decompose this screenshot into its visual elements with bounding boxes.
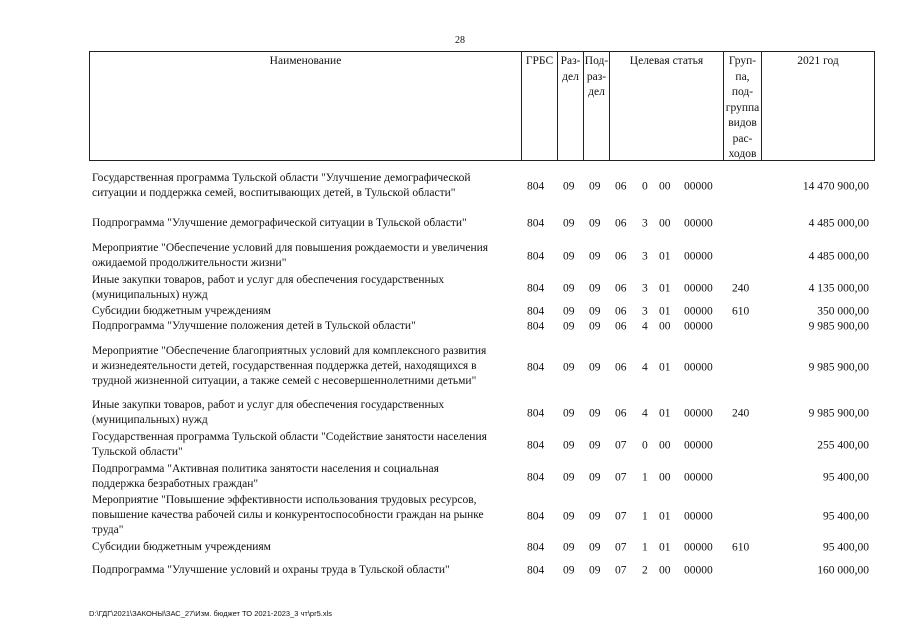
row-target-subprogram: 0 [642,439,648,452]
row-target-direction: 00000 [684,180,713,193]
row-amount: 95 400,00 [823,471,869,484]
row-expense-group: 610 [732,541,750,554]
table-row [89,241,875,273]
row-target-subprogram: 4 [642,320,648,333]
row-grbs: 804 [527,541,545,554]
row-target-subprogram: 0 [642,180,648,193]
row-podrazdel: 09 [589,439,601,452]
row-target-direction: 00000 [684,471,713,484]
file-path-footer: D:\ГДГ\2021\ЗАКОНЫ\ЗАС_27\Изм. бюджет ТО 2021-2023_3 чт\pr5.xls [89,609,333,618]
row-razdel: 09 [563,282,575,295]
row-amount: 4 485 000,00 [808,217,869,230]
row-target-subprogram: 3 [642,217,648,230]
row-target-program: 06 [615,361,627,374]
row-razdel: 09 [563,439,575,452]
row-amount: 95 400,00 [823,541,869,554]
row-target-event: 01 [659,541,671,554]
row-podrazdel: 09 [589,320,601,333]
row-razdel: 09 [563,471,575,484]
row-razdel: 09 [563,320,575,333]
table-row [89,493,875,541]
row-target-program: 07 [615,510,627,523]
row-expense-group: 240 [732,282,750,295]
row-razdel: 09 [563,407,575,420]
row-amount: 9 985 900,00 [808,320,869,333]
row-amount: 350 000,00 [817,305,869,318]
row-podrazdel: 09 [589,510,601,523]
row-grbs: 804 [527,361,545,374]
row-razdel: 09 [563,250,575,263]
header-grbs: ГРБС [522,52,558,160]
row-target-program: 06 [615,305,627,318]
row-target-subprogram: 3 [642,305,648,318]
row-razdel: 09 [563,564,575,577]
row-target-subprogram: 4 [642,361,648,374]
table-row [89,319,875,335]
row-grbs: 804 [527,180,545,193]
row-podrazdel: 09 [589,407,601,420]
row-razdel: 09 [563,180,575,193]
row-target-event: 01 [659,282,671,295]
row-name: Подпрограмма "Улучшение демографической ситуации в Тульской области" [92,217,467,229]
row-razdel: 09 [563,510,575,523]
row-razdel: 09 [563,305,575,318]
row-podrazdel: 09 [589,541,601,554]
row-target-subprogram: 1 [642,541,648,554]
row-amount: 9 985 900,00 [808,361,869,374]
row-podrazdel: 09 [589,217,601,230]
row-name: Государственная программа Тульской области "Содействие занятости населения Тульской области" [92,431,487,458]
table-row [89,344,875,392]
table-row [89,398,875,430]
row-target-direction: 00000 [684,282,713,295]
row-target-direction: 00000 [684,541,713,554]
row-grbs: 804 [527,439,545,452]
table-header [89,51,875,161]
row-name: Субсидии бюджетным учреждениям [92,305,271,317]
table-row [89,216,875,232]
row-amount: 4 135 000,00 [808,282,869,295]
row-name: Подпрограмма "Улучшение положения детей в Тульской области" [92,320,416,332]
row-podrazdel: 09 [589,564,601,577]
row-target-event: 00 [659,217,671,230]
row-name: Субсидии бюджетным учреждениям [92,541,271,553]
row-amount: 255 400,00 [817,439,869,452]
table-row [89,304,875,320]
row-name: Подпрограмма "Активная политика занятости населения и социальная поддержка безработных граждан" [92,463,439,490]
row-target-direction: 00000 [684,439,713,452]
row-amount: 9 985 900,00 [808,407,869,420]
table-row [89,540,875,556]
table-row [89,430,875,462]
row-target-program: 06 [615,250,627,263]
row-grbs: 804 [527,282,545,295]
row-grbs: 804 [527,250,545,263]
row-grbs: 804 [527,564,545,577]
header-razdel: Раз- дел [558,52,584,160]
row-podrazdel: 09 [589,361,601,374]
row-target-program: 07 [615,564,627,577]
row-amount: 14 470 900,00 [802,180,869,193]
row-name: Иные закупки товаров, работ и услуг для обеспечения государственных (муниципальных) нужд [92,399,445,426]
row-razdel: 09 [563,541,575,554]
page-number: 28 [455,35,465,46]
header-year: 2021 год [797,55,839,67]
row-name: Государственная программа Тульской области "Улучшение демографической ситуации и поддержка семей, воспитывающих детей, в Тульской области" [92,172,471,199]
row-target-subprogram: 3 [642,250,648,263]
row-grbs: 804 [527,471,545,484]
row-grbs: 804 [527,305,545,318]
row-target-event: 00 [659,180,671,193]
header-expense-group: Груп- па, под- группа видов рас- ходов [724,52,762,160]
row-target-event: 01 [659,510,671,523]
row-name: Иные закупки товаров, работ и услуг для обеспечения государственных (муниципальных) нужд [92,274,445,301]
row-grbs: 804 [527,407,545,420]
row-target-event: 00 [659,471,671,484]
row-razdel: 09 [563,361,575,374]
row-target-program: 07 [615,439,627,452]
row-podrazdel: 09 [589,305,601,318]
row-name: Подпрограмма "Улучшение условий и охраны труда в Тульской области" [92,564,450,576]
row-target-subprogram: 1 [642,510,648,523]
row-expense-group: 610 [732,305,750,318]
row-target-event: 00 [659,564,671,577]
row-target-event: 00 [659,320,671,333]
row-podrazdel: 09 [589,250,601,263]
row-target-event: 00 [659,439,671,452]
header-target-article: Целевая статья [610,52,724,160]
table-row [89,563,875,579]
row-podrazdel: 09 [589,282,601,295]
row-target-program: 06 [615,407,627,420]
row-grbs: 804 [527,510,545,523]
row-target-direction: 00000 [684,361,713,374]
row-target-program: 06 [615,180,627,193]
row-razdel: 09 [563,217,575,230]
row-target-subprogram: 4 [642,407,648,420]
header-name: Наименование [90,52,522,160]
row-target-subprogram: 3 [642,282,648,295]
row-target-direction: 00000 [684,217,713,230]
row-target-program: 07 [615,541,627,554]
row-target-event: 01 [659,305,671,318]
row-target-direction: 00000 [684,407,713,420]
row-podrazdel: 09 [589,180,601,193]
header-podrazdel: Под- раз- дел [584,52,610,160]
row-grbs: 804 [527,217,545,230]
row-amount: 160 000,00 [817,564,869,577]
row-name: Мероприятие "Обеспечение условий для повышения рождаемости и увеличения ожидаемой продолжительности жизни" [92,242,489,269]
row-target-program: 06 [615,217,627,230]
table-row [89,462,875,494]
row-target-subprogram: 1 [642,471,648,484]
row-target-event: 01 [659,361,671,374]
row-target-event: 01 [659,250,671,263]
row-target-event: 01 [659,407,671,420]
row-target-direction: 00000 [684,564,713,577]
row-target-subprogram: 2 [642,564,648,577]
row-target-program: 06 [615,282,627,295]
row-expense-group: 240 [732,407,750,420]
row-target-direction: 00000 [684,510,713,523]
row-target-program: 07 [615,471,627,484]
row-target-direction: 00000 [684,320,713,333]
row-target-direction: 00000 [684,250,713,263]
row-name: Мероприятие "Повышение эффективности использования трудовых ресурсов, повышение качества рабочей силы и конкурентоспособности граждан на рынке труда" [92,494,484,536]
row-amount: 4 485 000,00 [808,250,869,263]
row-target-direction: 00000 [684,305,713,318]
table-row [89,171,875,203]
row-target-program: 06 [615,320,627,333]
row-grbs: 804 [527,320,545,333]
row-podrazdel: 09 [589,471,601,484]
table-row [89,273,875,305]
row-name: Мероприятие "Обеспечение благоприятных условий для комплексного развития и жизнедеятельности детей, государственная поддержка детей, находящихся в трудной жизненной ситуации, а также семей с несовершеннолетними детьми" [92,345,487,387]
row-amount: 95 400,00 [823,510,869,523]
